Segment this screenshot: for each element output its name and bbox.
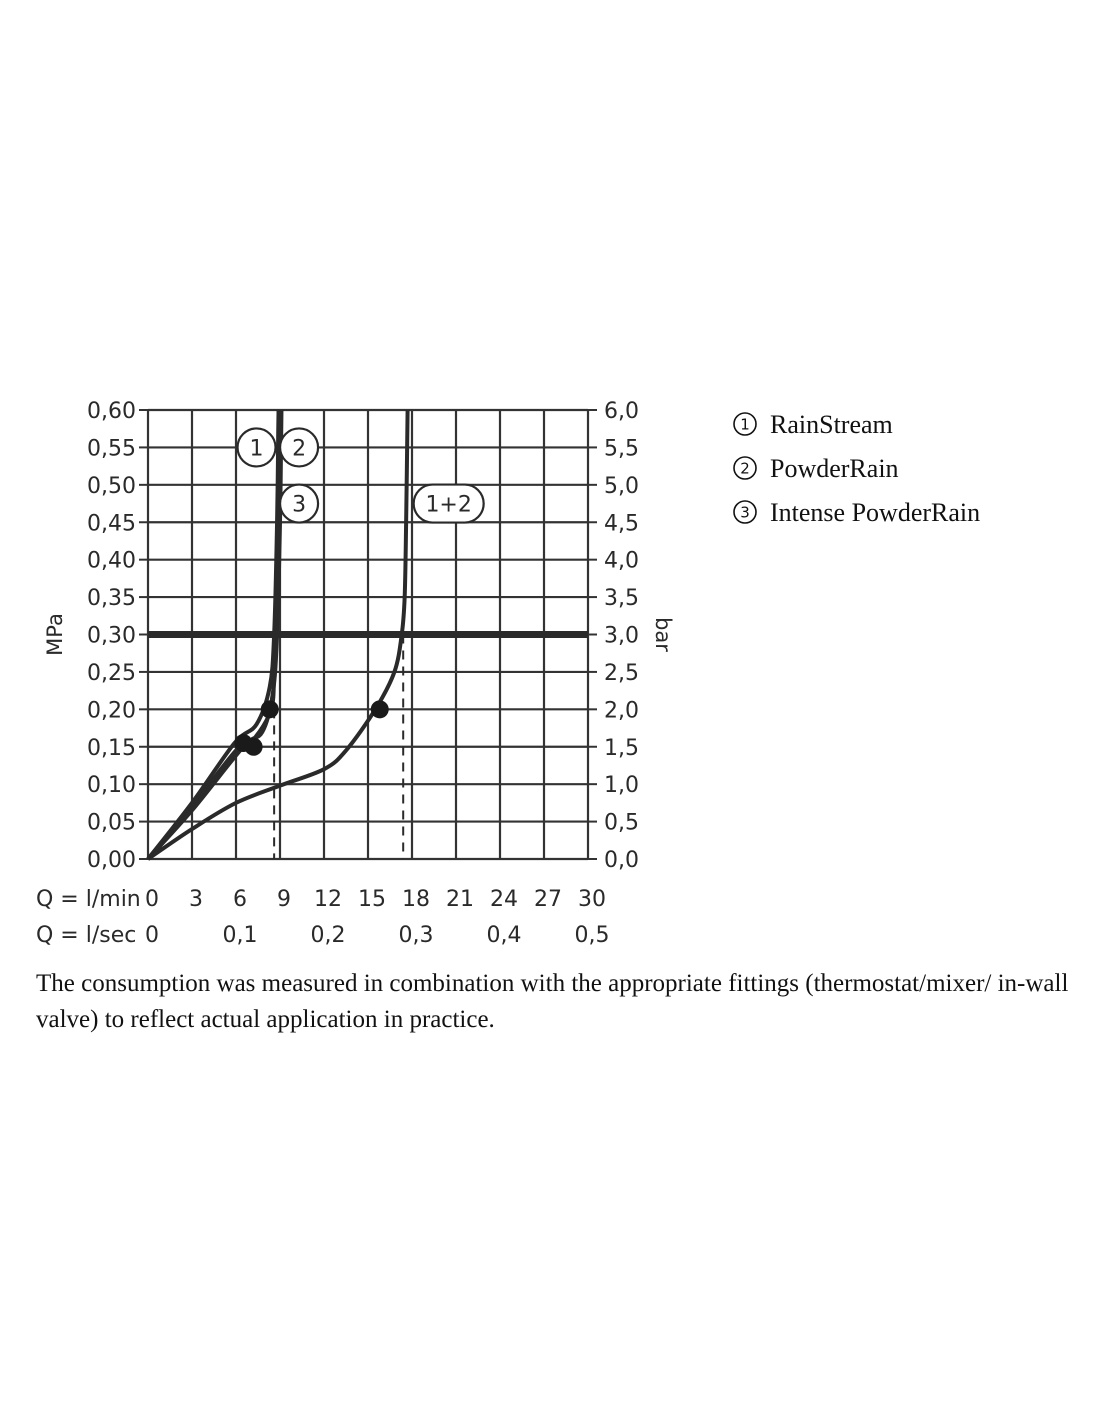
y-axis-left-tick-label: 0,10 bbox=[87, 773, 136, 799]
curve-label-text: 2 bbox=[292, 436, 307, 462]
y-axis-left-tick-label: 0,15 bbox=[87, 735, 136, 761]
legend-entry-label: RainStream bbox=[770, 410, 893, 439]
legend bbox=[734, 410, 980, 527]
operating-point-1plus2 bbox=[371, 700, 389, 718]
y-axis-right-tick-label: 2,0 bbox=[604, 698, 639, 724]
y-axis-left-tick-label: 0,25 bbox=[87, 660, 136, 686]
x-axis-lmin-title: Q = l/min bbox=[36, 887, 141, 912]
y-axis-right-tick-label: 4,5 bbox=[604, 511, 639, 537]
legend-entry-label: Intense PowderRain bbox=[770, 498, 981, 527]
x-axis-lsec-tick-label: 0,4 bbox=[486, 923, 522, 948]
y-axis-left-tick-label: 0,55 bbox=[87, 436, 136, 462]
y-axis-left-tick-label: 0,45 bbox=[87, 511, 136, 537]
x-axis-lmin-tick-label: 30 bbox=[578, 887, 606, 912]
legend-entry-label: PowderRain bbox=[770, 454, 899, 483]
y-axis-left-tick-label: 0,35 bbox=[87, 586, 136, 612]
y-axis-right-tick-label: 3,0 bbox=[604, 623, 639, 649]
x-axis-lsec-tick-label: 0,3 bbox=[398, 923, 434, 948]
y-axis-right-tick-label: 0,0 bbox=[604, 848, 639, 873]
y-axis-right-tick-label: 1,5 bbox=[604, 735, 639, 761]
y-axis-right-tick-label: 5,5 bbox=[604, 436, 639, 462]
operating-point-1 bbox=[261, 700, 279, 718]
y-axis-left-tick-label: 0,50 bbox=[87, 473, 136, 499]
x-axis-lsec-title: Q = l/sec bbox=[36, 923, 137, 948]
y-axis-left-title: MPa bbox=[43, 613, 67, 656]
y-axis-right-tick-label: 2,5 bbox=[604, 660, 639, 686]
x-axis-lmin-tick-label: 18 bbox=[402, 887, 430, 912]
x-axis-lmin-tick-label: 15 bbox=[358, 887, 386, 912]
y-axis-right-tick-label: 1,0 bbox=[604, 773, 639, 799]
y-axis-right-tick-label: 0,5 bbox=[604, 810, 639, 836]
y-axis-left-tick-label: 0,00 bbox=[87, 848, 136, 873]
curve-label-text: 1+2 bbox=[425, 492, 472, 518]
x-axis-lmin-tick-label: 0 bbox=[145, 887, 159, 912]
curve-label-text: 3 bbox=[292, 492, 307, 518]
x-axis-lmin-tick-label: 3 bbox=[189, 887, 203, 912]
x-axis-lmin-tick-label: 9 bbox=[277, 887, 291, 912]
y-axis-left-tick-label: 0,60 bbox=[87, 399, 136, 424]
y-axis-right-title: bar bbox=[651, 617, 675, 652]
chart-labels bbox=[87, 399, 639, 948]
x-axis-lmin-tick-label: 6 bbox=[233, 887, 247, 912]
x-axis-lsec-tick-label: 0,5 bbox=[574, 923, 610, 948]
x-axis-lsec-tick-label: 0,2 bbox=[310, 923, 346, 948]
y-axis-right-tick-label: 6,0 bbox=[604, 399, 639, 424]
x-axis-lmin-tick-label: 12 bbox=[314, 887, 342, 912]
curve-label-text: 1 bbox=[249, 436, 264, 462]
y-axis-right-tick-label: 5,0 bbox=[604, 473, 639, 499]
legend-number: 1 bbox=[740, 415, 750, 434]
y-axis-left-tick-label: 0,30 bbox=[87, 623, 136, 649]
x-axis-lmin-tick-label: 27 bbox=[534, 887, 562, 912]
x-axis-lmin-tick-label: 21 bbox=[446, 887, 474, 912]
y-axis-left-tick-label: 0,05 bbox=[87, 810, 136, 836]
y-axis-right-tick-label: 4,0 bbox=[604, 548, 639, 574]
operating-point-3 bbox=[234, 734, 252, 752]
y-axis-left-tick-label: 0,40 bbox=[87, 548, 136, 574]
measurement-caption: The consumption was measured in combination with the appropriate fittings (thermostat/mixer/ in-wall valve) to reflect actual application in practice. bbox=[36, 970, 1069, 1033]
legend-number: 2 bbox=[740, 459, 750, 478]
y-axis-right-tick-label: 3,5 bbox=[604, 586, 639, 612]
x-axis-lmin-tick-label: 24 bbox=[490, 887, 518, 912]
x-axis-lsec-tick-label: 0 bbox=[145, 923, 159, 948]
legend-number: 3 bbox=[740, 503, 750, 522]
y-axis-left-tick-label: 0,20 bbox=[87, 698, 136, 724]
x-axis-lsec-tick-label: 0,1 bbox=[222, 923, 258, 948]
